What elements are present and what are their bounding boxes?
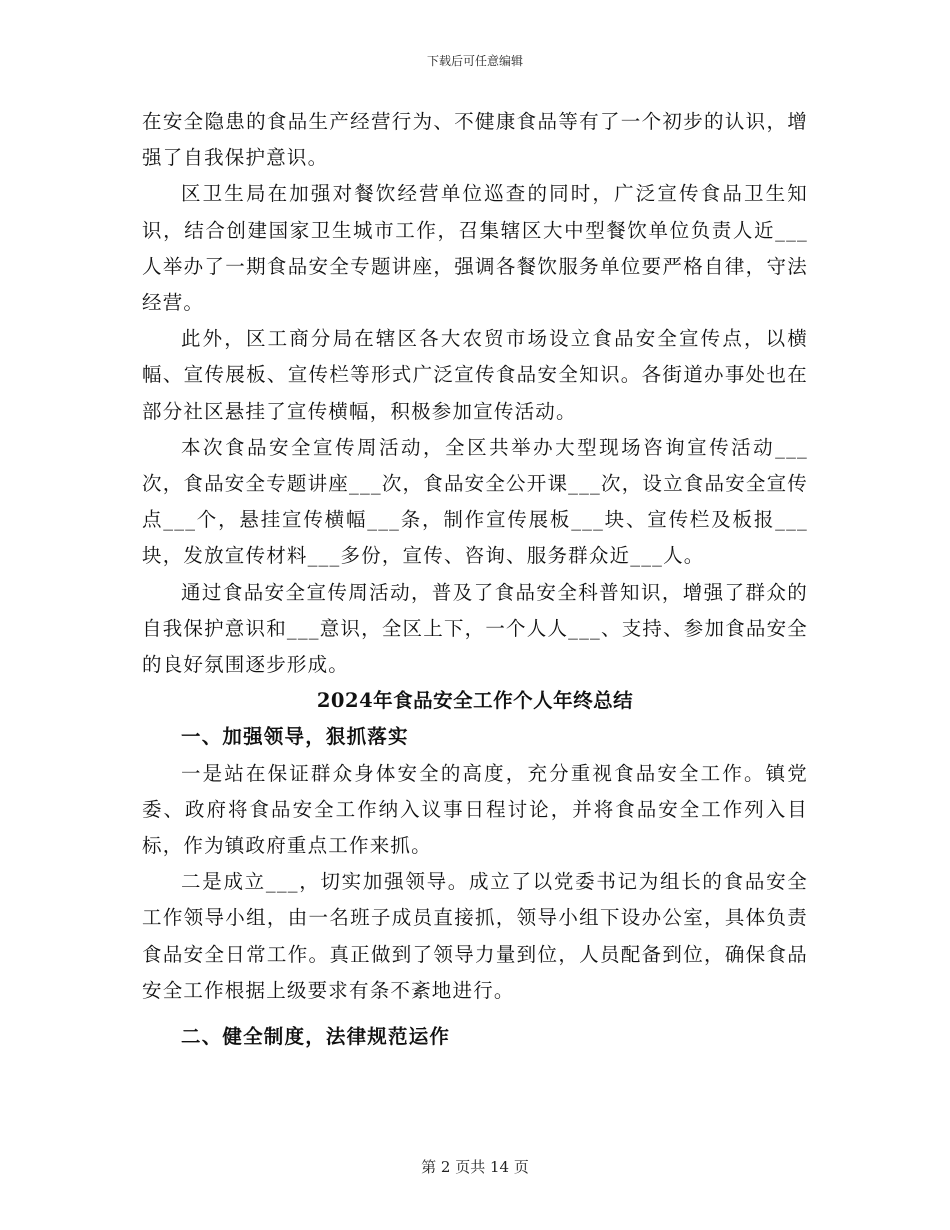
paragraph-point-one: 一是站在保证群众身体安全的高度，充分重视食品安全工作。镇党委、政府将食品安全工作纳入议事日程讨论，并将食品安全工作列入目标，作为镇政府重点工作来抓。	[142, 761, 808, 858]
page-header-note: 下载后可任意编辑	[426, 54, 523, 68]
paragraph-health-bureau: 区卫生局在加强对餐饮经营单位巡查的同时，广泛宣传食品卫生知识，结合创建国家卫生城市工作，召集辖区大中型餐饮单位负责人近___人举办了一期食品安全专题讲座，强调各餐饮服务单位要严格自律，守法经营。	[142, 182, 808, 315]
section-title: 2024年食品安全工作个人年终总结	[316, 689, 634, 713]
paragraph-point-two: 二是成立___，切实加强领导。成立了以党委书记为组长的食品安全工作领导小组，由一名班子成员直接抓，领导小组下设办公室，具体负责食品安全日常工作。真正做到了领导力量到位，人员配备到位，确保食品安全工作根据上级要求有条不紊地进行。	[142, 870, 808, 1002]
document-body	[142, 104, 808, 1055]
paragraph-continuation: 在安全隐患的食品生产经营行为、不健康食品等有了一个初步的认识，增强了自我保护意识。	[142, 110, 808, 170]
paragraph-activity-stats: 本次食品安全宣传周活动，全区共举办大型现场咨询宣传活动___次，食品安全专题讲座___次，食品安全公开课___次，设立食品安全宣传点___个，悬挂宣传横幅___条，制作宣传展板___块、宣传栏及板报___块，发放宣传材料___多份，宣传、咨询、服务群众近___人。	[142, 435, 809, 568]
paragraph-outcome: 通过食品安全宣传周活动，普及了食品安全科普知识，增强了群众的自我保护意识和___意识，全区上下，一个人人___、支持、参加食品安全的良好氛围逐步形成。	[142, 580, 809, 677]
paragraph-commerce-bureau: 此外，区工商分局在辖区各大农贸市场设立食品安全宣传点，以横幅、宣传展板、宣传栏等形式广泛宣传食品安全知识。各街道办事处也在部分社区悬挂了宣传横幅，积极参加宣传活动。	[142, 327, 808, 423]
page-number: 第 2 页共 14 页	[421, 1158, 529, 1176]
section-heading-leadership: 一、加强领导，狠抓落实	[181, 725, 409, 749]
section-heading-systems: 二、健全制度，法律规范运作	[181, 1025, 451, 1049]
